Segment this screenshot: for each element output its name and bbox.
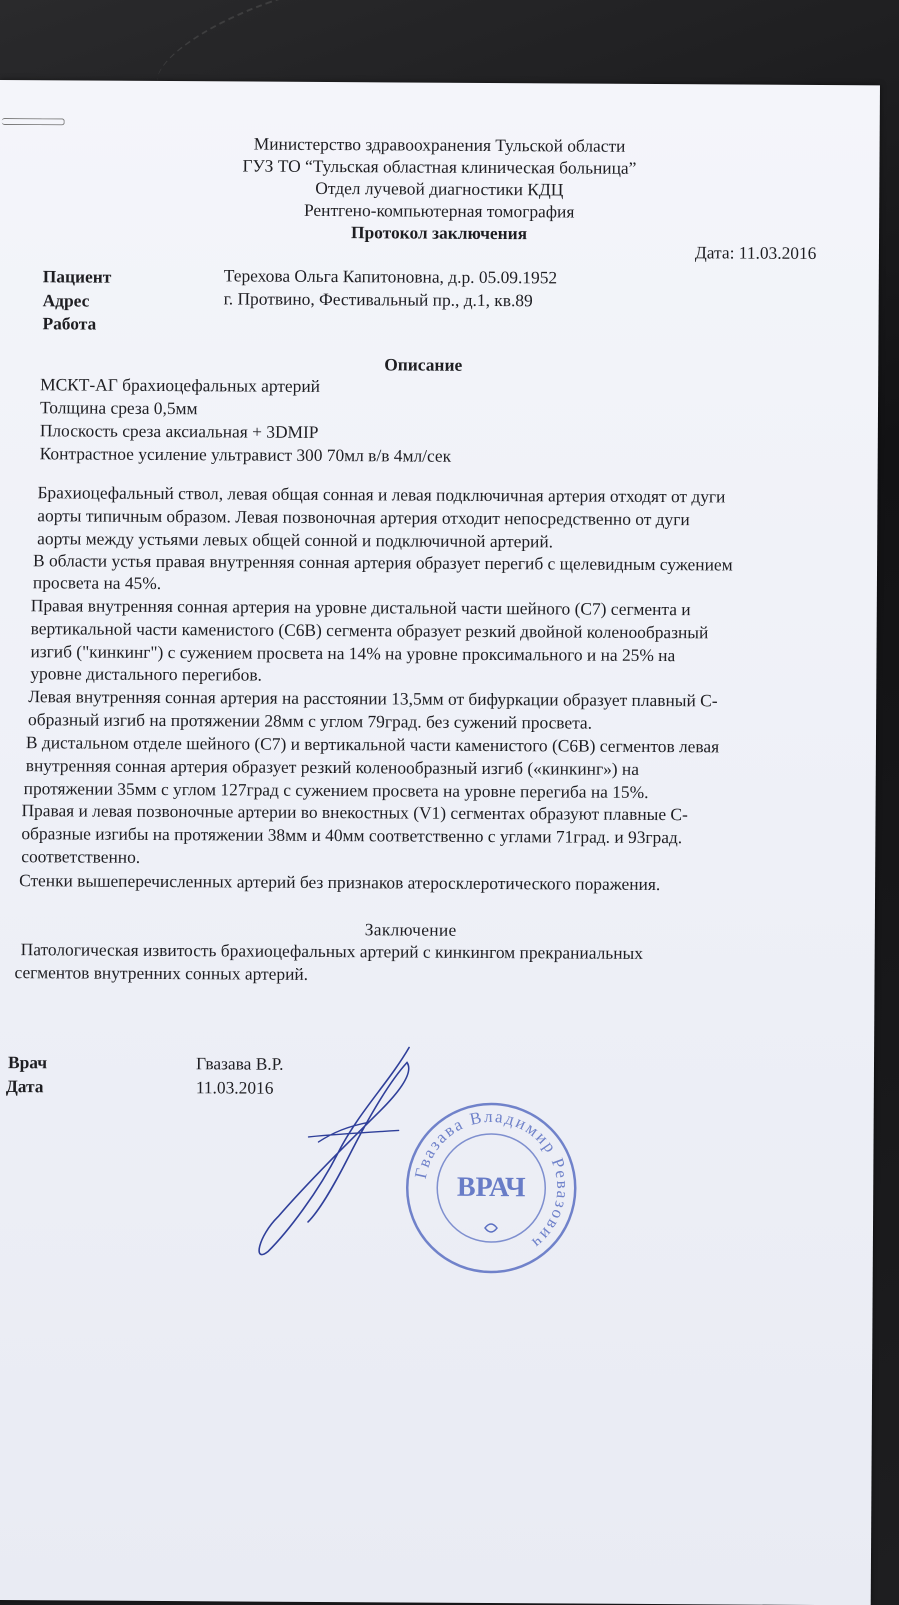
doctor-label: Врач [7,1052,48,1073]
body-line: образный изгиб на протяжении 28мм с углом 79град. без сужений просвета. [28,709,593,733]
body-line: Левая внутренняя сонная артерия на расстоянии 13,5мм от бифуркации образует плавный С- [28,686,718,711]
document-page [0,80,880,1605]
body-line: соответственно. [21,846,141,867]
doctor-signature [248,1042,449,1273]
body-line: Стенки вышеперечисленных артерий без признаков атеросклеротического поражения. [19,870,661,895]
body-line: уровне дистального перегибов. [30,663,263,685]
body-line: вертикальной части каменистого (С6В) сегмента образует резкий двойной коленообразный [30,618,709,643]
body-line: аорты между устьями левых общей сонной и подключичной артерий. [37,528,554,552]
description-line: Контрастное усиление ультравист 300 70мл в/в 4мл/сек [39,443,452,466]
paper-clip-icon [2,118,65,125]
subdepartment-line: Рентгено-компьютерная томография [303,199,575,222]
document-title: Протокол заключения [350,222,528,244]
body-line: аорты типичным образом. Левая позвоночная артерия отходит непосредственно от дуги [37,505,690,530]
body-line: протяжении 35мм с углом 127град с сужением просвета на уровне перегиба на 15%. [23,778,649,802]
body-line: изгиб ("кинкинг") с сужением просвета на 14% на уровне проксимального и на 25% на [30,641,676,666]
stamp-emblem-icon [485,1224,497,1232]
conclusion-heading: Заключение [364,919,457,940]
body-line: Правая и левая позвоночные артерии во внекостных (V1) сегментах образуют плавные С- [21,800,688,825]
address-value: г. Протвино, Фестивальный пр., д.1, кв.89 [223,288,533,311]
body-line: просвета на 45%. [32,572,162,593]
description-line: МСКТ-АГ брахиоцефальных артерий [40,374,321,396]
conclusion-line: Патологическая извитость брахиоцефальных артерий с кинкингом прекраниальных [20,939,643,963]
description-line: Плоскость среза аксиальная + 3DMIP [39,420,319,442]
doctor-value: Гвазава В.Р. [195,1053,284,1074]
body-line: В дистальном отделе шейного (С7) и вертикальной части каменистого (С6В) сегментов левая [25,732,720,757]
body-line: образные изгибы на протяжении 38мм и 40мм соответственно с углами 71град. и 93град. [21,823,683,848]
sign-date-value: 11.03.2016 [195,1077,274,1098]
signature-stroke [259,1047,409,1256]
sign-date-label: Дата [5,1076,44,1097]
address-label: Адрес [42,290,90,311]
stamp-center-text: ВРАЧ [456,1171,526,1204]
body-line: В области устья правая внутренняя сонная артерия образует перегиб с щелевидным сужением [33,550,733,575]
ministry-line: Министерство здравоохранения Тульской области [253,133,626,156]
stamp-ring-text: Гвазава Владимир Ревазович [410,1106,573,1254]
patient-label: Пациент [42,266,112,287]
description-line: Толщина среза 0,5мм [39,397,198,419]
document-date: Дата: 11.03.2016 [694,242,817,263]
body-line: внутренняя сонная артерия образует резкий коленообразный изгиб («кинкинг») на [25,755,640,779]
description-heading: Описание [384,354,463,375]
hospital-line: ГУЗ ТО “Тульская областная клиническая больница” [242,155,637,178]
department-line: Отдел лучевой диагностики КДЦ [315,177,564,200]
body-line: Брахиоцефальный ствол, левая общая сонная и левая подключичная артерия отходят от дуги [37,482,726,507]
patient-value: Терехова Ольга Капитоновна, д.р. 05.09.1952 [223,265,558,288]
conclusion-line: сегментов внутренних сонных артерий. [14,962,309,984]
work-label: Работа [42,313,97,334]
body-line: Правая внутренняя сонная артерия на уровне дистальной части шейного (С7) сегмента и [30,595,691,620]
